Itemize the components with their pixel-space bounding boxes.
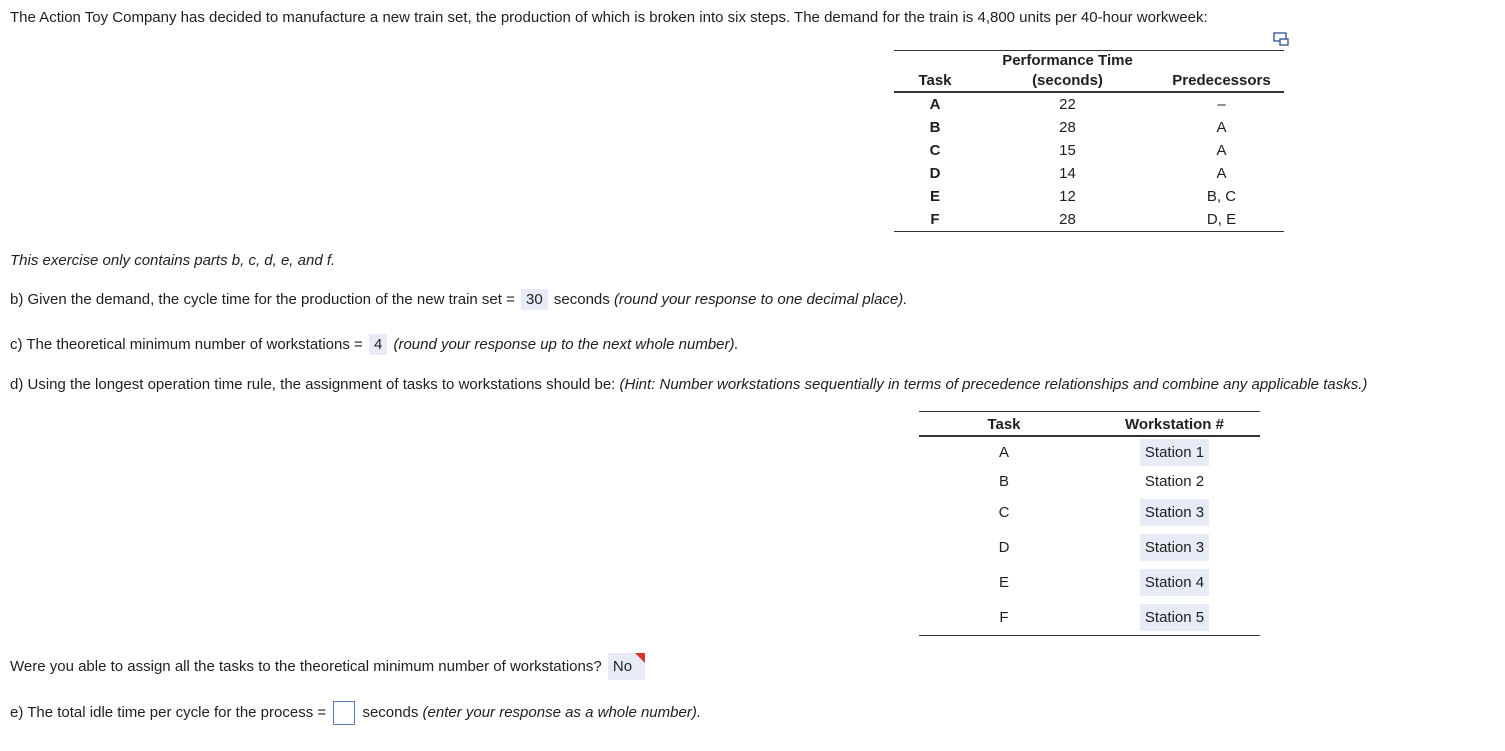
task-data-table [894,50,1284,232]
time-cell: 28 [1059,211,1076,228]
pred-cell: A [1216,165,1227,182]
station-dropdown[interactable]: Station 5 [1140,604,1209,631]
assign-task-cell: D [998,539,1010,556]
assign-task-cell: A [998,444,1009,461]
assign-station-cell [1089,565,1260,600]
yes-no-dropdown[interactable] [608,653,645,680]
task-cell: D [929,165,941,182]
col-task-header: Task [918,72,952,89]
yes-no-value: No [612,658,633,675]
station-dropdown[interactable]: Station 4 [1140,569,1209,596]
time-cell: 28 [1059,119,1076,136]
question-min-prefix: Were you able to assign all the tasks to the theoretical minimum number of workstations? [10,658,602,675]
copy-icon[interactable] [1273,32,1289,46]
pred-cell: D, E [1206,211,1237,228]
time-cell: 15 [1059,142,1076,159]
part-b-prefix: b) Given the demand, the cycle time for the production of the new train set = [10,291,515,308]
part-d-hint: (Hint: Number workstations sequentially in terms of precedence relationships and combine any applicable tasks.) [619,376,1368,393]
assign-task-cell: E [998,574,1009,591]
station-dropdown[interactable]: Station 3 [1140,534,1209,561]
part-d-prefix: d) Using the longest operation time rule, the assignment of tasks to workstations should be: [10,376,616,393]
error-flag-icon [635,653,645,663]
station-dropdown[interactable]: Station 2 [1144,473,1205,490]
table-row [894,116,1284,139]
workstation-assignment-table [919,411,1260,636]
table-row [894,208,1284,232]
part-c-hint: (round your response up to the next whole number). [393,336,739,353]
table-row [919,600,1260,636]
pred-cell: A [1216,142,1227,159]
idle-time-input[interactable] [333,701,355,725]
assign-task-cell: B [998,473,1009,490]
min-stations-question [10,653,645,680]
pred-cell: B, C [1206,188,1237,205]
table-row [894,185,1284,208]
part-c-prefix: c) The theoretical minimum number of workstations = [10,336,363,353]
part-e [10,701,701,725]
part-d [10,376,1367,393]
pred-cell: – [1217,96,1226,113]
part-b-suffix: seconds [553,291,610,308]
part-b [10,289,907,310]
col-time-header [976,51,1159,93]
table-row [919,565,1260,600]
task-cell: F [930,211,940,228]
min-workstations-answer[interactable]: 4 [369,334,387,355]
table-row [894,162,1284,185]
task-cell: B [929,119,941,136]
part-e-suffix: seconds [362,703,419,721]
part-b-hint: (round your response to one decimal place). [613,291,908,308]
assign-station-cell [1089,468,1260,495]
part-e-hint: (enter your response as a whole number). [422,703,701,721]
table-row [919,436,1260,468]
table-row [919,468,1260,495]
assign-station-cell [1089,530,1260,565]
task-cell: A [929,96,941,113]
table-row [894,139,1284,162]
table-row [919,495,1260,530]
time-header-line1: Performance Time [1002,52,1133,69]
time-cell: 12 [1059,188,1076,205]
task-cell: E [929,188,940,205]
time-cell: 22 [1059,96,1076,113]
task-cell: C [929,142,941,159]
cycle-time-answer[interactable]: 30 [521,289,548,310]
part-e-prefix: e) The total idle time per cycle for the process = [10,703,327,721]
problem-intro: The Action Toy Company has decided to manufacture a new train set, the production of which is broken into six steps. The demand for the train is 4,800 units per 40-hour workweek: [10,9,1208,26]
assign-task-header: Task [987,416,1021,433]
assign-station-cell [1089,436,1260,468]
assign-station-cell [1089,600,1260,636]
col-pred-header: Predecessors [1172,72,1271,89]
part-c [10,334,739,355]
assign-station-cell [1089,495,1260,530]
table-row [919,530,1260,565]
table-row [894,92,1284,116]
time-header-line2: (seconds) [1032,72,1103,89]
time-cell: 14 [1059,165,1076,182]
assign-task-cell: F [999,609,1009,626]
station-dropdown[interactable]: Station 1 [1140,439,1209,466]
assign-station-header: Workstation # [1125,416,1224,433]
exercise-note: This exercise only contains parts b, c, d, e, and f. [10,252,336,269]
station-dropdown[interactable]: Station 3 [1140,499,1209,526]
assign-task-cell: C [998,504,1010,521]
pred-cell: A [1216,119,1227,136]
